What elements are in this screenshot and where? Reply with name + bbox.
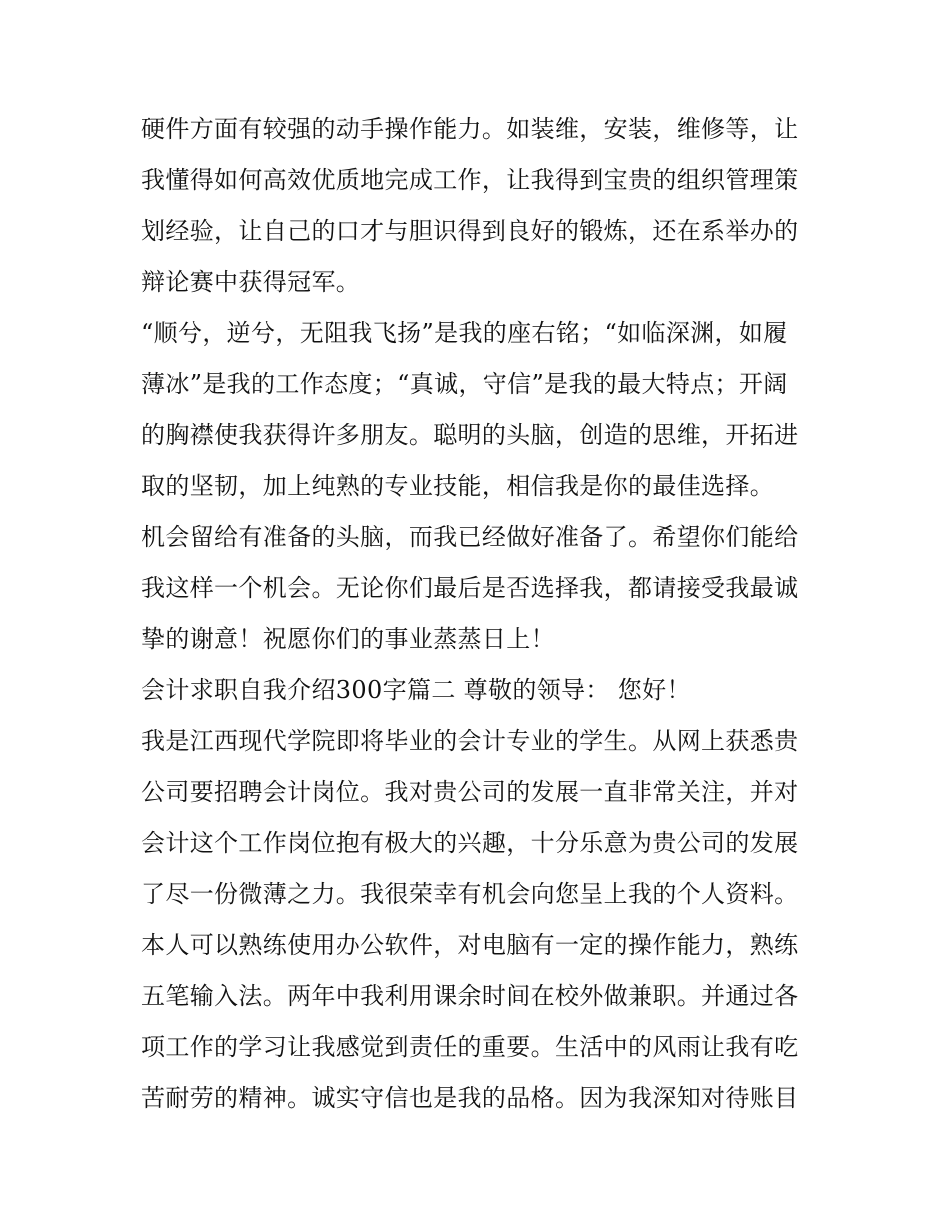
text-line: 取的坚韧，加上纯熟的专业技能，相信我是你的最佳选择。 [141, 472, 775, 500]
text-line: 会计这个工作岗位抱有极大的兴趣，十分乐意为贵公司的发展 [141, 829, 799, 857]
text-line: 挚的谢意！祝愿你们的事业蒸蒸日上！ [141, 625, 555, 653]
text-line: 五笔输入法。两年中我利用课余时间在校外做兼职。并通过各 [141, 982, 799, 1010]
text-line: 辩论赛中获得冠军。 [141, 268, 361, 296]
text-line: 薄冰”是我的工作态度；“真诚，守信”是我的最大特点；开阔 [141, 370, 788, 398]
text-line: 硬件方面有较强的动手操作能力。如装维，安装，维修等，让 [141, 115, 799, 143]
text-line: 机会留给有准备的头脑，而我已经做好准备了。希望你们能给 [141, 523, 799, 551]
text-line: 我是江西现代学院即将毕业的会计专业的学生。从网上获悉贵 [141, 727, 799, 755]
section-heading-line: 会计求职自我介绍300字篇二 尊敬的领导： 您好！ [141, 676, 691, 704]
text-line: 公司要招聘会计岗位。我对贵公司的发展一直非常关注，并对 [141, 778, 799, 806]
text-line: 苦耐劳的精神。诚实守信也是我的品格。因为我深知对待账目 [141, 1084, 799, 1112]
text-line: 我这样一个机会。无论你们最后是否选择我，都请接受我最诚 [141, 574, 799, 602]
text-line: 项工作的学习让我感觉到责任的重要。生活中的风雨让我有吃 [141, 1033, 799, 1061]
text-line: “顺兮，逆兮，无阻我飞扬”是我的座右铭；“如临深渊，如履 [141, 319, 788, 347]
document-body [141, 104, 821, 1124]
text-line: 我懂得如何高效优质地完成工作，让我得到宝贵的组织管理策 [141, 166, 799, 194]
text-line: 本人可以熟练使用办公软件，对电脑有一定的操作能力，熟练 [141, 931, 799, 959]
text-line: 了尽一份微薄之力。我很荣幸有机会向您呈上我的个人资料。 [141, 880, 799, 908]
text-line: 划经验，让自己的口才与胆识得到良好的锻炼，还在系举办的 [141, 217, 799, 245]
text-line: 的胸襟使我获得许多朋友。聪明的头脑，创造的思维，开拓进 [141, 421, 799, 449]
